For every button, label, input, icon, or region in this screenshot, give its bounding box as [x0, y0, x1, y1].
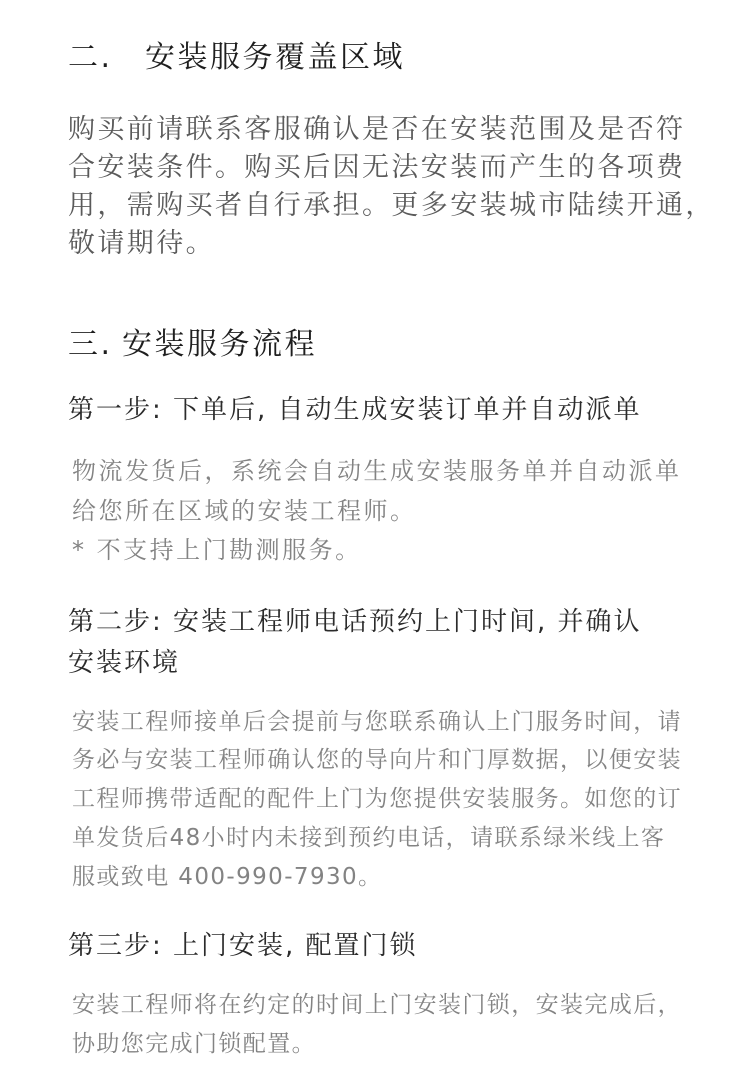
step-body-line: 工程师携带适配的配件上门为您提供安装服务。如您的订 — [72, 786, 682, 813]
section-title: 安装服务覆盖区域 — [145, 40, 405, 75]
step-2-body — [72, 703, 682, 897]
step-1-body — [72, 452, 682, 571]
coverage-heading — [68, 38, 405, 78]
coverage-paragraph — [68, 111, 715, 263]
step-note: * 不支持上门勘测服务。 — [72, 536, 362, 564]
step-body-line: 单发货后48小时内未接到预约电话，请联系绿米线上客 — [72, 824, 666, 851]
step-title-line: 第二步: 安装工程师电话预约上门时间, 并确认 — [68, 606, 642, 637]
paragraph-line: 合安装条件。购买后因无法安装而产生的各项费 — [68, 152, 686, 183]
step-title-line: 第一步: 下单后, 自动生成安装订单并自动派单 — [68, 394, 642, 425]
step-title-line: 安装环境 — [68, 647, 181, 678]
step-body-line: 安装工程师接单后会提前与您联系确认上门服务时间，请 — [72, 708, 682, 735]
section-number: 二. — [68, 40, 113, 75]
step-3-title — [68, 926, 418, 967]
step-body-line: 给您所在区域的安装工程师。 — [72, 496, 417, 525]
step-2-title — [68, 602, 642, 684]
paragraph-line: 购买前请联系客服确认是否在安装范围及是否符 — [68, 114, 686, 145]
step-title-line: 第三步: 上门安装, 配置门锁 — [68, 930, 418, 961]
step-body-line: 服或致电 400-990-7930。 — [72, 863, 383, 890]
step-1-title — [68, 390, 642, 431]
process-heading — [68, 325, 317, 365]
section-title: 安装服务流程 — [122, 327, 317, 362]
step-body-line: 务必与安装工程师确认您的导向片和门厚数据，以便安装 — [72, 747, 682, 774]
paragraph-line: 敬请期待。 — [68, 228, 215, 259]
step-body-line: 安装工程师将在约定的时间上门安装门锁，安装完成后， — [72, 991, 682, 1018]
paragraph-line: 用，需购买者自行承担。更多安装城市陆续开通， — [68, 190, 715, 221]
step-body-line: 物流发货后，系统会自动生成安装服务单并自动派单 — [72, 457, 682, 485]
step-3-body — [72, 986, 682, 1064]
section-number: 三. — [68, 327, 113, 362]
step-body-line: 协助您完成门锁配置。 — [72, 1030, 316, 1057]
